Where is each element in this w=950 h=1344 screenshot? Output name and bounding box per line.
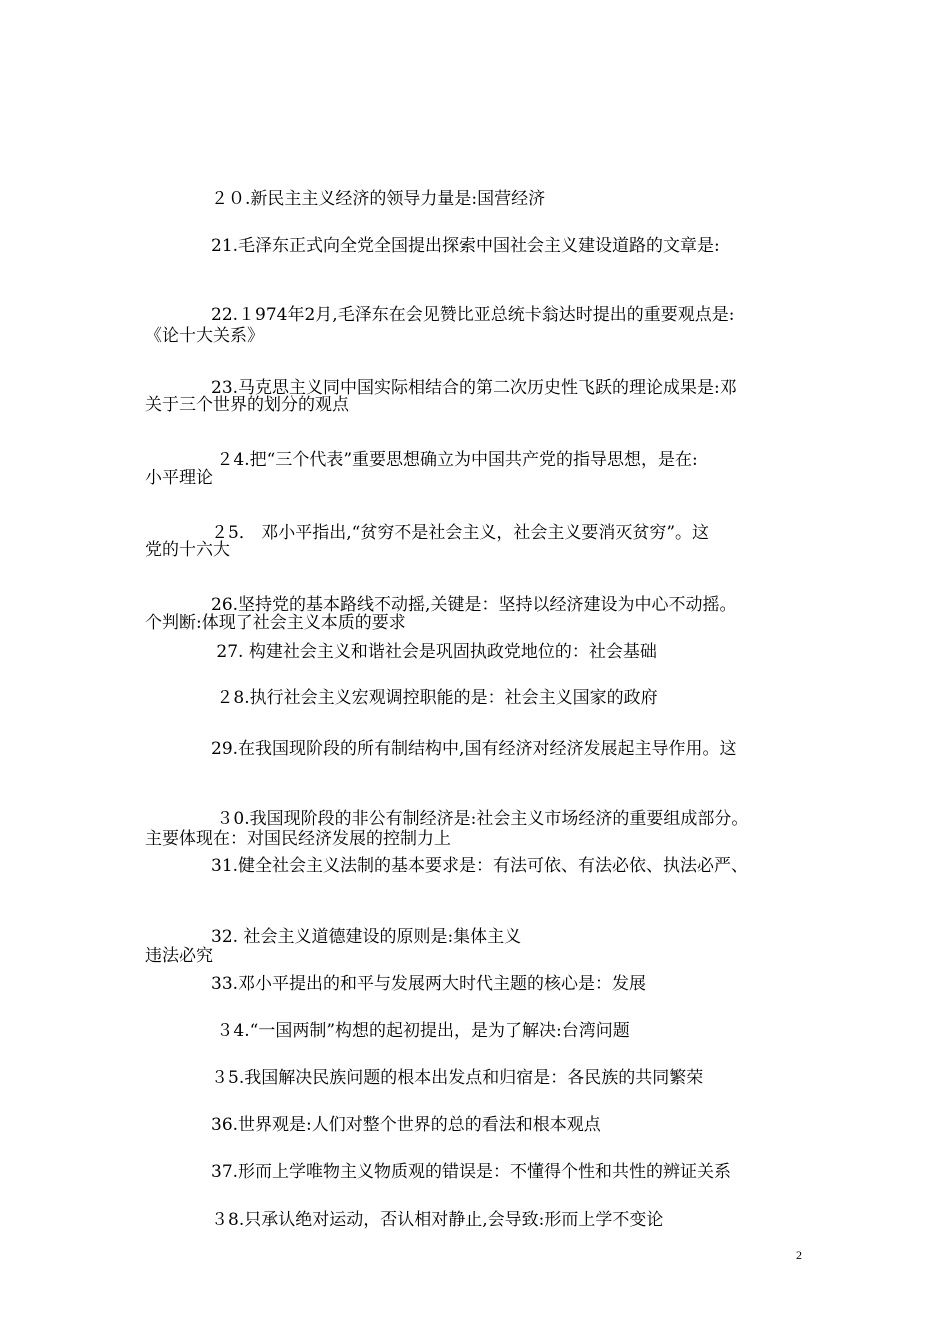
item-36-line-1: 36.世界观是:人们对整个世界的总的看法和根本观点 (211, 1115, 601, 1135)
item-38 (145, 1145, 815, 1295)
item-31-line-2: 违法必究 (145, 946, 213, 966)
item-20-line-1: ２０.新民主主义经济的领导力量是:国营经济 (211, 189, 546, 209)
item-23-line-2: 小平理论 (145, 468, 213, 488)
item-33-line-1: 33.邓小平提出的和平与发展两大时代主题的核心是：发展 (211, 974, 647, 994)
page-number: 2 (796, 1248, 802, 1262)
item-29-line-1: 29.在我国现阶段的所有制结构中,国有经济对经济发展起主导作用。这 (211, 739, 737, 759)
item-24-line-2: 党的十六大 (145, 540, 230, 560)
item-21-line-1: 21.毛泽东正式向全党全国提出探索中国社会主义建设道路的文章是: (211, 236, 720, 256)
item-35-line-1: ３5.我国解决民族问题的根本出发点和归宿是：各民族的共同繁荣 (211, 1068, 704, 1088)
item-23-line-1: 23.马克思主义同中国实际相结合的第二次历史性飞跃的理论成果是:邓 (211, 378, 737, 398)
item-34-line-1: ３4.“一国两制”构想的起初提出，是为了解决:台湾问题 (211, 1021, 630, 1041)
item-25-line-1: ２5． 邓小平指出,“贫穷不是社会主义，社会主义要消灭贫穷”。这 (211, 523, 710, 543)
item-31-line-1: 31.健全社会主义法制的基本要求是：有法可依、有法必依、执法必严、 (211, 856, 749, 876)
item-25-line-2: 个判断:体现了社会主义本质的要求 (145, 613, 406, 633)
item-37-line-1: 37.形而上学唯物主义物质观的错误是：不懂得个性和共性的辨证关系 (211, 1162, 732, 1182)
item-29-line-2: 主要体现在：对国民经济发展的控制力上 (145, 829, 451, 849)
item-32-line-1: 32. 社会主义道德建设的原则是:集体主义 (211, 927, 522, 947)
item-38-line-1: ３8.只承认绝对运动，否认相对静止,会导致:形而上学不变论 (211, 1210, 664, 1230)
item-26-line-1: 26.坚持党的基本路线不动摇,关键是：坚持以经济建设为中心不动摇。 (211, 595, 737, 615)
item-27-line-1: 27. 构建社会主义和谐社会是巩固执政党地位的：社会基础 (211, 642, 657, 662)
item-22-line-1: 22.１974年2月,毛泽东在会见赞比亚总统卡翁达时提出的重要观点是: (211, 305, 735, 325)
item-24-line-1: ２4.把“三个代表”重要思想确立为中国共产党的指导思想，是在: (211, 450, 698, 470)
item-30-line-1: ３0.我国现阶段的非公有制经济是:社会主义市场经济的重要组成部分。 (211, 809, 749, 829)
item-28-line-1: ２8.执行社会主义宏观调控职能的是：社会主义国家的政府 (211, 688, 658, 708)
item-21-line-2: 《论十大关系》 (145, 326, 264, 346)
item-22-line-2: 关于三个世界的划分的观点 (145, 395, 349, 415)
